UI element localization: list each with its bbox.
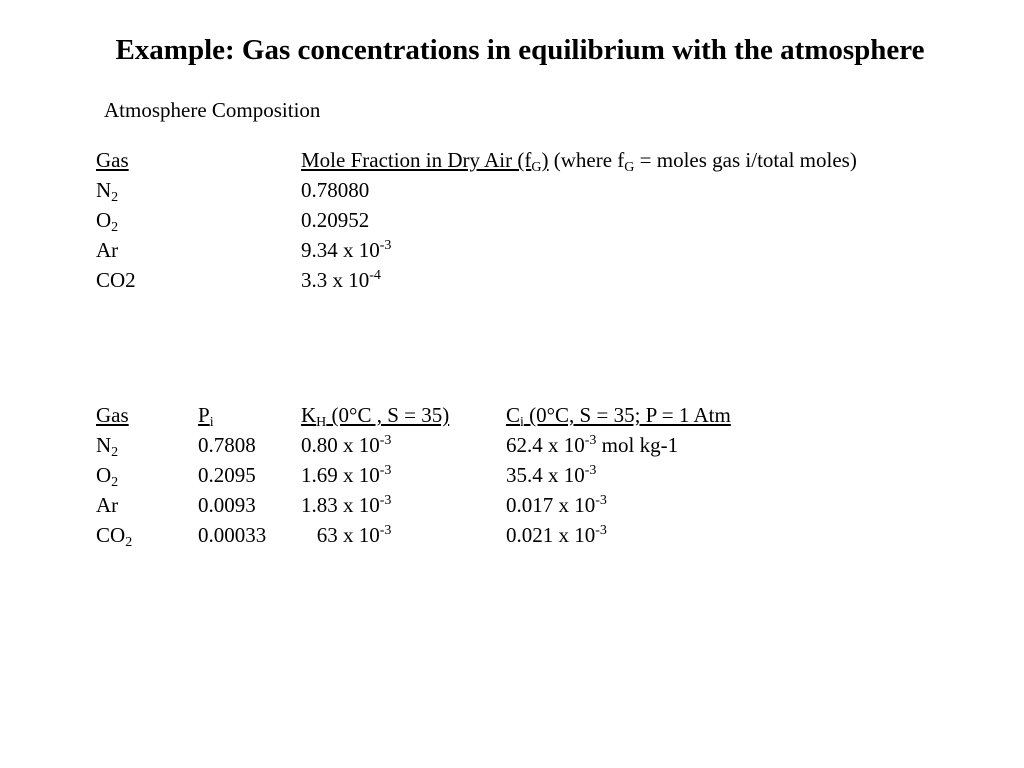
mole-fraction-note-rest: = moles gas i/total moles) bbox=[634, 148, 857, 172]
henry-label: K bbox=[301, 403, 317, 427]
gas-symbol: N bbox=[96, 178, 112, 202]
equilibrium-header-henry-constant bbox=[301, 403, 450, 430]
mole-fraction-value: 9.34 x 10 bbox=[301, 238, 380, 262]
gas-symbol: N bbox=[96, 433, 112, 457]
concentration-unit: mol kg-1 bbox=[596, 433, 679, 457]
equilibrium-row-pressure: 0.00033 bbox=[198, 523, 267, 547]
concentration-value: 62.4 x 10 bbox=[506, 433, 585, 457]
concentration-sub: i bbox=[520, 415, 524, 430]
mole-fraction-note: (where f bbox=[548, 148, 625, 172]
concentration-conditions: (0°C, S = 35; P = 1 Atm bbox=[523, 403, 731, 427]
concentration-value: 0.021 x 10 bbox=[506, 523, 596, 547]
equilibrium-row-concentration bbox=[506, 463, 596, 487]
equilibrium-row-gas bbox=[96, 523, 133, 550]
concentration-value: 0.017 x 10 bbox=[506, 493, 596, 517]
mole-fraction-exp: -3 bbox=[379, 238, 392, 253]
composition-row-gas bbox=[96, 208, 119, 235]
mole-fraction-value: 3.3 x 10 bbox=[301, 268, 370, 292]
concentration-exp: -3 bbox=[595, 493, 607, 508]
henry-value: 0.80 x 10 bbox=[301, 433, 380, 457]
equilibrium-row-pressure: 0.7808 bbox=[198, 433, 256, 457]
section-subtitle: Atmosphere Composition bbox=[104, 98, 321, 122]
equilibrium-header-gas: Gas bbox=[96, 403, 129, 427]
equilibrium-row-pressure: 0.2095 bbox=[198, 463, 256, 487]
equilibrium-row-concentration bbox=[506, 523, 607, 547]
pressure-label: P bbox=[198, 403, 210, 427]
pressure-sub: i bbox=[209, 415, 214, 430]
equilibrium-row-gas bbox=[96, 463, 119, 490]
henry-exp: -3 bbox=[379, 463, 392, 478]
gas-symbol-sub: 2 bbox=[111, 445, 119, 460]
composition-header-gas: Gas bbox=[96, 148, 129, 172]
equilibrium-row-gas bbox=[96, 493, 118, 517]
composition-row-gas bbox=[96, 268, 136, 292]
gas-symbol-sub: 2 bbox=[125, 535, 133, 550]
gas-symbol: Ar bbox=[96, 493, 119, 517]
concentration-exp: -3 bbox=[595, 523, 607, 538]
concentration-exp: -3 bbox=[584, 433, 597, 448]
equilibrium-row-pressure: 0.0093 bbox=[198, 493, 256, 517]
equilibrium-row-henry bbox=[301, 523, 391, 547]
gas-symbol: Ar bbox=[96, 238, 119, 262]
composition-row-value bbox=[301, 208, 369, 232]
equilibrium-row-henry bbox=[301, 463, 391, 487]
equilibrium-row-concentration bbox=[506, 493, 607, 517]
henry-value: 63 x 10 bbox=[301, 523, 380, 547]
henry-value: 1.69 x 10 bbox=[301, 463, 380, 487]
gas-symbol-sub: 2 bbox=[111, 220, 119, 235]
composition-row-gas bbox=[96, 178, 119, 205]
gas-symbol-sub: 2 bbox=[111, 475, 119, 490]
mole-fraction-sub: G bbox=[531, 160, 542, 175]
mole-fraction-value: 0.78080 bbox=[301, 178, 370, 202]
mole-fraction-value: 0.20952 bbox=[301, 208, 370, 232]
equilibrium-header-pressure bbox=[198, 403, 214, 430]
henry-conditions: (0°C , S = 35) bbox=[326, 403, 450, 427]
composition-row-value bbox=[301, 178, 369, 202]
composition-header-mole-fraction bbox=[301, 148, 857, 175]
concentration-value: 35.4 x 10 bbox=[506, 463, 585, 487]
gas-symbol: CO bbox=[96, 523, 126, 547]
composition-row-value bbox=[301, 238, 391, 262]
concentration-exp: -3 bbox=[584, 463, 597, 478]
composition-row-value bbox=[301, 268, 381, 292]
mole-fraction-note-sub: G bbox=[624, 160, 635, 175]
henry-value: 1.83 x 10 bbox=[301, 493, 380, 517]
page-title: Example: Gas concentrations in equilibrium with the atmosphere bbox=[115, 34, 925, 66]
concentration-label: C bbox=[506, 403, 521, 427]
mole-fraction-close: ) bbox=[541, 148, 549, 172]
gas-symbol: O bbox=[96, 463, 112, 487]
equilibrium-row-henry bbox=[301, 493, 391, 517]
henry-exp: -3 bbox=[379, 523, 392, 538]
henry-exp: -3 bbox=[379, 493, 392, 508]
gas-symbol-sub: 2 bbox=[111, 190, 119, 205]
gas-symbol: O bbox=[96, 208, 112, 232]
equilibrium-row-henry bbox=[301, 433, 391, 457]
gas-symbol: CO2 bbox=[96, 268, 136, 292]
mole-fraction-heading bbox=[301, 148, 549, 175]
mole-fraction-exp: -4 bbox=[369, 268, 381, 283]
equilibrium-row-concentration bbox=[506, 433, 678, 457]
mole-fraction-label: Mole Fraction in Dry Air (f bbox=[301, 148, 532, 172]
henry-exp: -3 bbox=[379, 433, 392, 448]
equilibrium-header-concentration bbox=[506, 403, 731, 430]
composition-row-gas bbox=[96, 238, 118, 262]
henry-sub: H bbox=[316, 415, 327, 430]
equilibrium-row-gas bbox=[96, 433, 119, 460]
